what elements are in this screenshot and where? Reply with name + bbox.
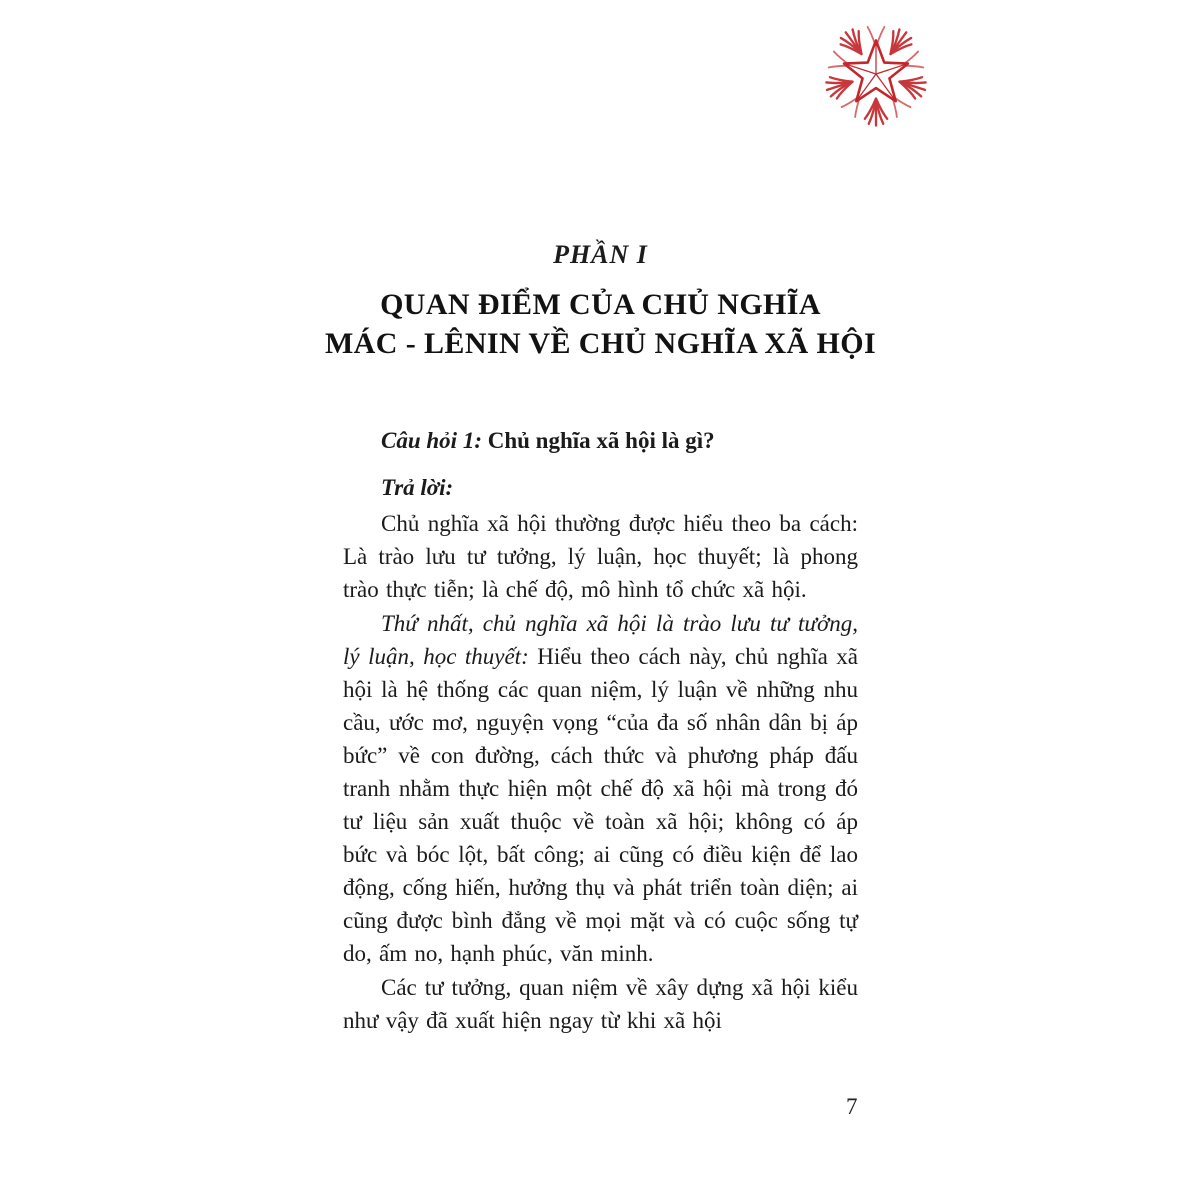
section-title bbox=[303, 285, 898, 363]
question-label: Câu hỏi 1: bbox=[381, 428, 482, 453]
question-line bbox=[343, 424, 858, 457]
red-star-emblem-icon bbox=[820, 18, 932, 130]
paragraph-2 bbox=[343, 607, 858, 970]
paragraph-2-italic-lead: Thứ nhất, chủ nghĩa xã hội là trào lưu tư tưởng, lý luận, học thuyết: bbox=[343, 611, 858, 669]
answer-label: Trả lời: bbox=[381, 475, 454, 500]
paragraph-2-text: Hiểu theo cách này, chủ nghĩa xã hội là hệ thống các quan niệm, lý luận về những nhu cầu, ước mơ, nguyện vọng “của đa số nhân dân bị áp bức” về con đường, cách thức và phương pháp đấu tranh nhằm thực hiện một chế độ xã hội mà trong đó tư liệu sản xuất thuộc về toàn xã hội; không có áp bức và bóc lột, bất công; ai cũng có điều kiện để lao động, cống hiến, hưởng thụ và phát triển toàn diện; ai cũng được bình đẳng về mọi mặt và có cuộc sống tự do, ấm no, hạnh phúc, văn minh. bbox=[343, 644, 858, 966]
publisher-logo bbox=[820, 18, 932, 130]
question-text: Chủ nghĩa xã hội là gì? bbox=[487, 428, 715, 453]
paragraph-1: Chủ nghĩa xã hội thường được hiểu theo ba cách: Là trào lưu tư tưởng, lý luận, học thuyết; là phong trào thực tiễn; là chế độ, mô hình tổ chức xã hội. bbox=[343, 511, 858, 602]
part-label: PHẦN I bbox=[553, 240, 648, 269]
section-title-line1: QUAN ĐIỂM CỦA CHỦ NGHĨA bbox=[380, 288, 821, 321]
section-title-line2: MÁC - LÊNIN VỀ CHỦ NGHĨA XÃ HỘI bbox=[324, 327, 877, 360]
page-number: 7 bbox=[846, 1094, 858, 1119]
paragraph-3: Các tư tưởng, quan niệm về xây dựng xã hội kiểu như vậy đã xuất hiện ngay từ khi xã hội bbox=[343, 975, 858, 1033]
page-content bbox=[343, 424, 858, 1038]
